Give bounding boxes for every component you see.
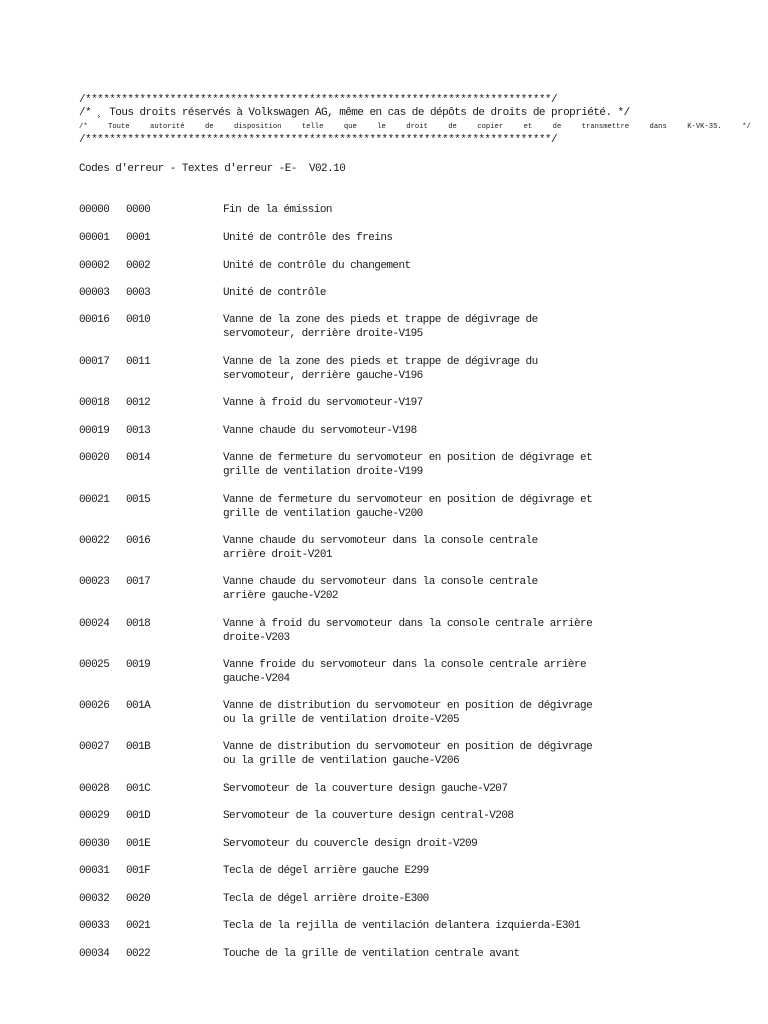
notice-word: */ xyxy=(742,123,751,131)
error-code-hex: 0000 xyxy=(126,204,151,216)
header-border-bottom: /*****************************************************************************/ xyxy=(79,134,558,146)
error-description: Vanne à froid du servomoteur dans la console centrale arrière droite-V203 xyxy=(223,618,593,644)
error-code-hex: 0020 xyxy=(126,893,151,905)
error-code-decimal: 00025 xyxy=(79,659,110,671)
error-code-hex: 0019 xyxy=(126,659,151,671)
notice-word: droit xyxy=(406,123,428,131)
notice-word: que xyxy=(343,123,357,131)
error-code-hex: 0018 xyxy=(126,618,151,630)
error-description: Unité de contrôle des freins xyxy=(223,232,393,244)
error-code-hex: 001E xyxy=(126,838,151,850)
error-code-decimal: 00000 xyxy=(79,204,110,216)
error-code-decimal: 00030 xyxy=(79,838,110,850)
error-description: Vanne de distribution du servomoteur en position de dégivrage ou la grille de ventilation droite-V205 xyxy=(223,700,593,726)
error-code-hex: 001A xyxy=(126,700,151,712)
notice-word: copier xyxy=(477,123,504,131)
error-code-hex: 0015 xyxy=(126,494,151,506)
error-code-hex: 001B xyxy=(126,741,151,753)
error-description: Unité de contrôle xyxy=(223,287,326,299)
error-code-hex: 0002 xyxy=(126,260,151,272)
error-code-hex: 0003 xyxy=(126,287,151,299)
error-description: Tecla de la rejilla de ventilación delantera izquierda-E301 xyxy=(223,920,581,932)
notice-word: K-VK-35. xyxy=(687,123,722,131)
error-code-decimal: 00028 xyxy=(79,783,110,795)
error-code-decimal: 00023 xyxy=(79,576,110,588)
error-code-decimal: 00029 xyxy=(79,810,110,822)
error-description: Unité de contrôle du changement xyxy=(223,260,411,272)
error-description: Vanne de fermeture du servomoteur en position de dégivrage et grille de ventilation droite-V199 xyxy=(223,452,593,478)
header-border-top: /*****************************************************************************/ xyxy=(79,94,558,106)
error-code-decimal: 00019 xyxy=(79,425,110,437)
document-title: Codes d'erreur - Textes d'erreur -E- V02.10 xyxy=(79,163,346,175)
error-code-hex: 001C xyxy=(126,783,151,795)
error-code-decimal: 00018 xyxy=(79,397,110,409)
error-code-hex: 0001 xyxy=(126,232,151,244)
notice-word: Toute xyxy=(108,123,130,131)
notice-word: de xyxy=(204,123,214,131)
error-code-hex: 0013 xyxy=(126,425,151,437)
error-code-decimal: 00031 xyxy=(79,865,110,877)
copyright-line: /* ¸ Tous droits réservés à Volkswagen AG, même en cas de dépôts de droits de propriété. */ xyxy=(79,107,630,119)
error-description: Servomoteur de la couverture design gauche-V207 xyxy=(223,783,508,795)
error-description: Vanne froide du servomoteur dans la console centrale arrière gauche-V204 xyxy=(223,659,587,685)
error-code-hex: 0010 xyxy=(126,314,151,326)
error-code-hex: 0022 xyxy=(126,948,151,960)
error-description: Vanne chaude du servomoteur dans la console centrale arrière droit-V201 xyxy=(223,535,538,561)
error-code-hex: 001D xyxy=(126,810,151,822)
error-description: Servomoteur du couvercle design droit-V209 xyxy=(223,838,478,850)
error-description: Tecla de dégel arrière droite-E300 xyxy=(223,893,429,905)
error-description: Fin de la émission xyxy=(223,204,332,216)
error-code-hex: 001F xyxy=(126,865,151,877)
error-description: Vanne à froid du servomoteur-V197 xyxy=(223,397,423,409)
error-description: Servomoteur de la couverture design central-V208 xyxy=(223,810,514,822)
error-code-hex: 0012 xyxy=(126,397,151,409)
error-description: Vanne chaude du servomoteur-V198 xyxy=(223,425,417,437)
error-description: Tecla de dégel arrière gauche E299 xyxy=(223,865,429,877)
error-description: Vanne de distribution du servomoteur en position de dégivrage ou la grille de ventilation gauche-V206 xyxy=(223,741,593,767)
error-description: Touche de la grille de ventilation centrale avant xyxy=(223,948,520,960)
error-code-decimal: 00024 xyxy=(79,618,110,630)
error-code-decimal: 00003 xyxy=(79,287,110,299)
notice-word: transmettre xyxy=(581,123,630,131)
notice-word: dans xyxy=(649,123,667,131)
error-code-decimal: 00021 xyxy=(79,494,110,506)
error-code-decimal: 00001 xyxy=(79,232,110,244)
error-code-hex: 0017 xyxy=(126,576,151,588)
error-code-decimal: 00016 xyxy=(79,314,110,326)
notice-word: de xyxy=(552,123,562,131)
error-code-decimal: 00032 xyxy=(79,893,110,905)
notice-word: et xyxy=(523,123,533,131)
notice-word: /* xyxy=(79,123,88,131)
error-code-decimal: 00026 xyxy=(79,700,110,712)
error-code-decimal: 00017 xyxy=(79,356,110,368)
notice-word: telle xyxy=(301,123,324,131)
notice-word: disposition xyxy=(234,123,282,131)
error-code-decimal: 00027 xyxy=(79,741,110,753)
error-code-hex: 0016 xyxy=(126,535,151,547)
error-code-hex: 0021 xyxy=(126,920,151,932)
error-code-decimal: 00020 xyxy=(79,452,110,464)
notice-word: le xyxy=(377,123,386,131)
error-description: Vanne de la zone des pieds et trappe de dégivrage de servomoteur, derrière droite-V195 xyxy=(223,314,538,340)
error-description: Vanne de fermeture du servomoteur en position de dégivrage et grille de ventilation gauche-V200 xyxy=(223,494,593,520)
error-code-decimal: 00034 xyxy=(79,948,110,960)
error-description: Vanne de la zone des pieds et trappe de dégivrage du servomoteur, derrière gauche-V196 xyxy=(223,356,538,382)
error-code-hex: 0014 xyxy=(126,452,151,464)
error-code-decimal: 00033 xyxy=(79,920,110,932)
notice-word: autorité xyxy=(150,123,185,131)
error-code-hex: 0011 xyxy=(126,356,151,368)
copyright-notice-line xyxy=(79,121,751,133)
error-code-decimal: 00022 xyxy=(79,535,110,547)
error-code-decimal: 00002 xyxy=(79,260,110,272)
notice-word: de xyxy=(448,123,457,131)
error-description: Vanne chaude du servomoteur dans la console centrale arrière gauche-V202 xyxy=(223,576,538,602)
